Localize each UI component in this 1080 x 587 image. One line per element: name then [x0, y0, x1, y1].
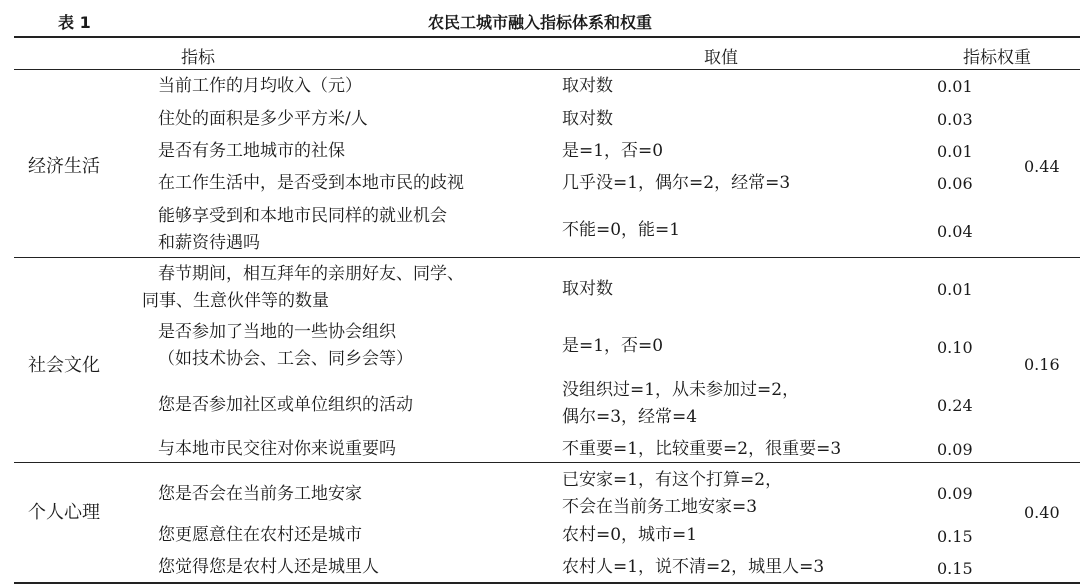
row-weight: 0.01	[937, 142, 973, 161]
indicator-text: 您是否会在当前务工地安家	[158, 484, 362, 504]
value-text: 已安家=1，有这个打算=2，	[562, 470, 783, 490]
indicator-text: 您觉得您是农村人还是城里人	[158, 557, 379, 577]
header-value: 取值	[704, 48, 738, 68]
indicator-text: 同事、生意伙伴等的数量	[142, 291, 329, 311]
header-weight: 指标权重	[963, 48, 1031, 68]
table-label: 表 1	[58, 13, 91, 32]
value-text: 不能=0，能=1	[562, 220, 681, 240]
group-total-weight: 0.44	[1024, 157, 1060, 176]
indicator-text: 与本地市民交往对你来说重要吗	[158, 439, 396, 459]
indicator-text: 能够享受到和本地市民同样的就业机会	[158, 206, 447, 226]
group-total-weight: 0.16	[1024, 355, 1060, 374]
row-weight: 0.15	[937, 527, 973, 546]
indicator-text: 您是否参加社区或单位组织的活动	[158, 395, 413, 415]
row-weight: 0.06	[937, 174, 973, 193]
bottom-rule	[14, 582, 1080, 584]
row-weight: 0.15	[937, 559, 973, 578]
value-text: 不重要=1，比较重要=2，很重要=3	[562, 439, 842, 459]
group-name: 经济生活	[28, 156, 100, 177]
row-weight: 0.09	[937, 440, 973, 459]
value-text: 没组织过=1，从未参加过=2，	[562, 380, 800, 400]
group-total-weight: 0.40	[1024, 503, 1060, 522]
value-text: 几乎没=1，偶尔=2，经常=3	[562, 173, 791, 193]
row-weight: 0.04	[937, 222, 973, 241]
header-rule	[14, 69, 1080, 70]
group-name: 社会文化	[28, 355, 100, 376]
value-text: 偶尔=3，经常=4	[562, 407, 698, 427]
row-weight: 0.09	[937, 484, 973, 503]
table-title: 农民工城市融入指标体系和权重	[427, 13, 652, 32]
indicator-text: 当前工作的月均收入（元）	[158, 76, 362, 96]
row-weight: 0.24	[937, 396, 973, 415]
value-text: 农村=0，城市=1	[562, 525, 698, 545]
group-divider	[14, 257, 1080, 258]
group-name: 个人心理	[28, 502, 100, 523]
row-weight: 0.03	[937, 110, 973, 129]
group-divider	[14, 462, 1080, 463]
header-indicator: 指标	[181, 48, 215, 68]
value-text: 不会在当前务工地安家=3	[562, 497, 758, 517]
value-text: 取对数	[562, 279, 613, 299]
value-text: 取对数	[562, 109, 613, 129]
indicator-text: 是否有务工地城市的社保	[158, 141, 345, 161]
indicator-text: 在工作生活中，是否受到本地市民的歧视	[158, 173, 464, 193]
row-weight: 0.01	[937, 280, 973, 299]
value-text: 农村人=1，说不清=2，城里人=3	[562, 557, 825, 577]
indicator-text: 和薪资待遇吗	[158, 233, 260, 253]
indicator-text: （如技术协会、工会、同乡会等）	[158, 349, 413, 369]
row-weight: 0.10	[937, 338, 973, 357]
indicator-text: 您更愿意住在农村还是城市	[158, 525, 362, 545]
indicator-text: 春节期间，相互拜年的亲朋好友、同学、	[158, 264, 464, 284]
value-text: 是=1，否=0	[562, 336, 664, 356]
top-rule	[14, 36, 1080, 38]
value-text: 取对数	[562, 76, 613, 96]
indicator-text: 住处的面积是多少平方米/人	[158, 109, 368, 129]
value-text: 是=1，否=0	[562, 141, 664, 161]
indicator-text: 是否参加了当地的一些协会组织	[158, 322, 396, 342]
row-weight: 0.01	[937, 77, 973, 96]
